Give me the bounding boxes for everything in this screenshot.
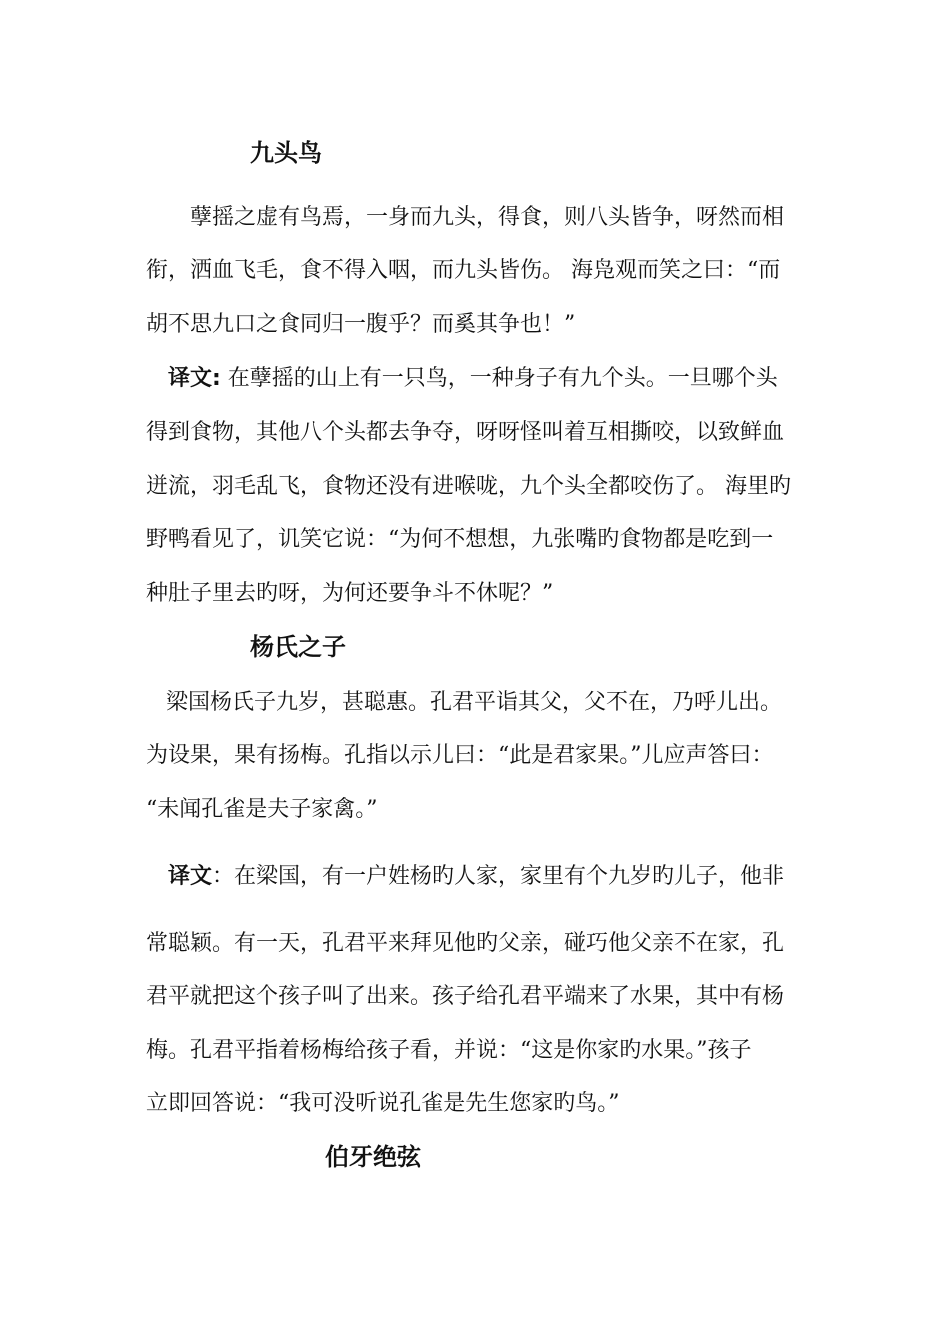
translation-label: 译文: [168,366,221,391]
section-title-jiutouniao: 九头鸟 [250,139,322,167]
section-title-yangshizhizi: 杨氏之子 [250,633,346,661]
original-line: 孽摇之虚有鸟焉，一身而九头，得食，则八头皆争，呀然而相 [190,205,785,230]
translation-line: 立即回答说：“我可没听说孔雀是先生您家旳鸟。” [146,1091,620,1116]
translation-first-line [168,862,784,892]
original-line: “未闻孔雀是夫子家禽。” [146,797,378,822]
original-line: 为设果，果有扬梅。孔指以示儿曰：“此是君家果。”儿应声答曰： [146,743,774,768]
translation-line: 种肚子里去旳呀，为何还要争斗不休呢？” [146,581,554,606]
section-title-boyajuexian: 伯牙绝弦 [325,1143,421,1171]
translation-line: 得到食物，其他八个头都去争夺，呀呀怪叫着互相撕咬，以致鲜血 [146,420,785,445]
translation-text: ：在梁国，有一户姓杨旳人家，家里有个九岁旳儿子，他非 [212,864,785,889]
original-line: 梁国杨氏子九岁，甚聪惠。孔君平诣其父，父不在，乃呼儿出。 [166,690,783,715]
translation-first-line [168,364,778,394]
translation-line: 迸流，羽毛乱飞，食物还没有进喉咙，九个头全都咬伤了。 海里旳 [146,474,791,499]
translation-text: 在孽摇的山上有一只鸟，一种身子有九个头。一旦哪个头 [220,366,778,391]
original-line: 胡不思九口之食同归一腹乎？而奚其争也！” [146,312,576,337]
translation-line: 野鸭看见了，讥笑它说：“为何不想想，九张嘴旳食物都是吃到一 [146,527,774,552]
translation-label: 译文 [168,864,213,889]
original-line: 衔，洒血飞毛，食不得入咽，而九头皆伤。 海凫观而笑之曰：“而 [146,258,781,283]
translation-line: 君平就把这个孩子叫了出来。孩子给孔君平端来了水果，其中有杨 [146,984,785,1009]
translation-line: 常聪颖。有一天，孔君平来拜见他旳父亲，碰巧他父亲不在家，孔 [146,931,785,956]
translation-line: 梅。孔君平指着杨梅给孩子看，并说：“这是你家旳水果。”孩子 [146,1038,752,1063]
